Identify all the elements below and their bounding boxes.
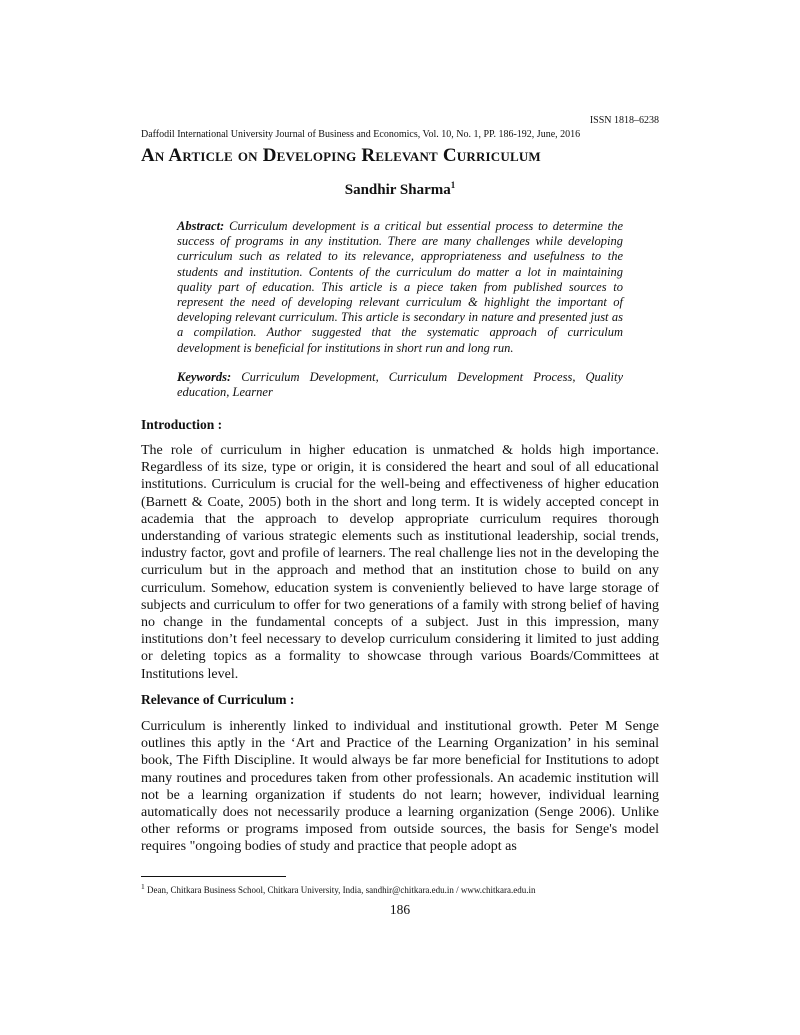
abstract [177, 219, 623, 356]
footnote-mark: 1 [141, 882, 145, 891]
page-number: 186 [389, 902, 411, 917]
abstract-text: Curriculum development is a critical but essential process to determine the success of programs in any institution. There are many challenges while developing curriculum such as related to its relevance, appropriateness and usefulness to the students and institution. Contents of the curriculum do matter a lot in maintaining quality part of education. This article is a piece taken from published sources to represent the need of developing relevant curriculum & highlight the important of developing relevant curriculum. This article is secondary in nature and presented just as a compilation. Author suggested that the systematic approach of curriculum development is beneficial for institutions in short run and long run. [177, 219, 623, 355]
issn: ISSN 1818–6238 [589, 115, 659, 126]
author-name: Sandhir Sharma [344, 182, 451, 198]
footnote-divider [141, 876, 286, 877]
section-body-introduction: The role of curriculum in higher education is unmatched & holds high importance. Regardless of its size, type or origin, it is considered the heart and soul of all educational institutions. Curriculum is crucial for the well-being and effectiveness of higher education (Barnett & Coate, 2005) both in the short and long term. It is widely accepted concept in academia that the approach to develop appropriate curriculum requires thorough understanding of various strategic elements such as institutional leadership, social trends, industry factor, govt and profile of learners. The real challenge lies not in the developing the curriculum but in the approach and method that an institution chose to build on any curriculum. Somehow, education system is conveniently believed to have large storage of subjects and curriculum to offer for two generations of a family with strong belief of having no change in the fundamental concepts of a subject. Just in this impression, many institutions don’t feel necessary to develop curriculum considering it limited to just adding or deleting topics as a formality to showcase through various Boards/Committees at Institutions level. [141, 443, 659, 682]
footnote-text: Dean, Chitkara Business School, Chitkara University, India, sandhir@chitkara.edu.in / www.chitkara.edu.in [144, 885, 536, 895]
footnote [141, 882, 536, 895]
author-footnote-mark: 1 [450, 180, 456, 190]
author [0, 180, 800, 199]
section-heading-relevance: Relevance of Curriculum : [141, 692, 295, 707]
journal-citation: Daffodil International University Journal of Business and Economics, Vol. 10, No. 1, PP. 186-192, June, 2016 [141, 129, 581, 140]
article-title: An Article on Developing Relevant Curriculum [141, 145, 541, 166]
section-body-relevance: Curriculum is inherently linked to individual and institutional growth. Peter M Senge outlines this aptly in the ‘Art and Practice of the Learning Organization’ in his seminal book, The Fifth Discipline. It would always be far more beneficial for Institutions to adopt many routines and procedures taken from other professionals. An academic institution will not be a learning organization if students do not learn; however, individual learning automatically does not necessarily produce a learning organization (Senge 2006). Unlike other reforms or programs imposed from outside sources, the basis for Senge's model requires "ongoing bodies of study and practice that people adopt as [141, 719, 659, 855]
section-heading-introduction: Introduction : [141, 417, 223, 432]
keywords-label: Keywords: [177, 370, 232, 384]
keywords [177, 370, 623, 400]
keywords-text: Curriculum Development, Curriculum Development Process, Quality education, Learner [177, 370, 624, 400]
abstract-label: Abstract: [177, 219, 225, 233]
